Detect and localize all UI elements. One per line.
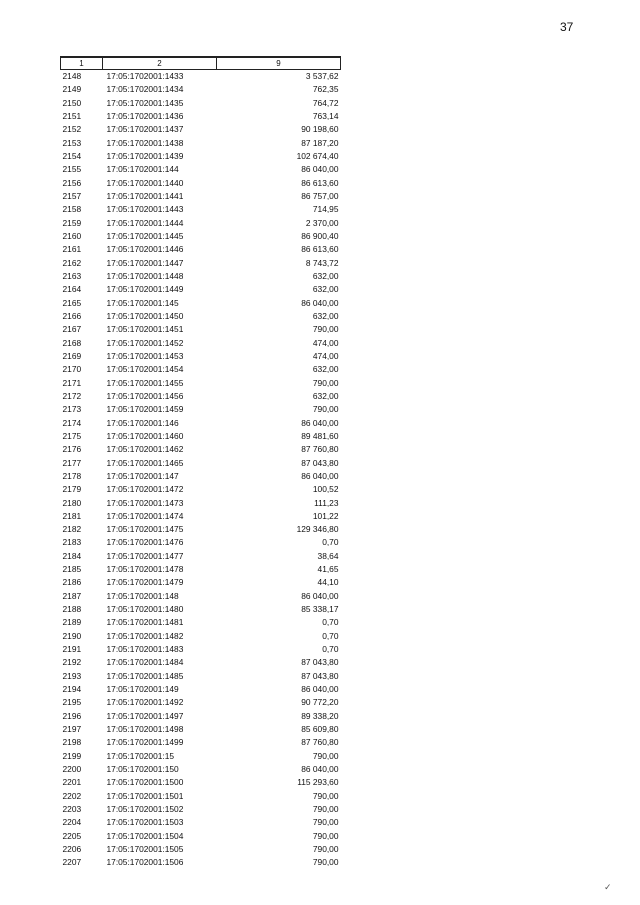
value-cell: 86 040,00 <box>301 417 339 428</box>
table-row <box>61 763 341 776</box>
row-index-cell: 2167 <box>62 324 82 335</box>
cadastral-number-cell: 17:05:1702001:15 <box>106 750 175 761</box>
table-row <box>61 616 341 629</box>
table-row <box>61 576 341 589</box>
row-index-cell: 2195 <box>62 697 82 708</box>
cadastral-number-cell: 17:05:1702001:1465 <box>106 457 184 468</box>
table-row <box>61 590 341 603</box>
row-index-cell: 2154 <box>62 150 82 161</box>
table-row <box>61 350 341 363</box>
value-cell: 89 338,20 <box>301 710 339 721</box>
value-cell: 632,00 <box>312 364 339 375</box>
row-index-cell: 2186 <box>62 577 82 588</box>
cadastral-table-container <box>60 56 340 870</box>
cadastral-number-cell: 17:05:1702001:1446 <box>106 244 184 255</box>
table-row <box>61 150 341 163</box>
row-index-cell: 2163 <box>62 270 82 281</box>
value-cell: 129 346,80 <box>296 524 339 535</box>
value-cell: 714,95 <box>312 204 339 215</box>
row-index-cell: 2169 <box>62 350 82 361</box>
value-cell: 86 040,00 <box>301 297 339 308</box>
row-index-cell: 2184 <box>62 550 82 561</box>
cadastral-number-cell: 17:05:1702001:1480 <box>106 604 184 615</box>
value-cell: 87 043,80 <box>301 457 339 468</box>
value-cell: 86 040,00 <box>301 470 339 481</box>
table-row <box>61 457 341 470</box>
cadastral-number-cell: 17:05:1702001:1456 <box>106 390 184 401</box>
cadastral-number-cell: 17:05:1702001:1472 <box>106 484 184 495</box>
cadastral-number-cell: 17:05:1702001:1479 <box>106 577 184 588</box>
row-index-cell: 2159 <box>62 217 82 228</box>
cadastral-number-cell: 17:05:1702001:1443 <box>106 204 184 215</box>
value-cell: 86 900,40 <box>301 230 339 241</box>
cadastral-number-cell: 17:05:1702001:1462 <box>106 444 184 455</box>
cadastral-number-cell: 17:05:1702001:1449 <box>106 284 184 295</box>
value-cell: 90 772,20 <box>301 697 339 708</box>
value-cell: 87 043,80 <box>301 657 339 668</box>
cadastral-number-cell: 17:05:1702001:1499 <box>106 737 184 748</box>
table-row <box>61 270 341 283</box>
value-cell: 764,72 <box>312 97 339 108</box>
value-cell: 632,00 <box>312 390 339 401</box>
row-index-cell: 2198 <box>62 737 82 748</box>
value-cell: 474,00 <box>312 337 339 348</box>
cadastral-number-cell: 17:05:1702001:1438 <box>106 137 184 148</box>
row-index-cell: 2196 <box>62 710 82 721</box>
row-index-cell: 2188 <box>62 604 82 615</box>
value-cell: 101,22 <box>312 510 339 521</box>
row-index-cell: 2178 <box>62 470 82 481</box>
value-cell: 790,00 <box>312 817 339 828</box>
table-row <box>61 643 341 656</box>
row-index-cell: 2189 <box>62 617 82 628</box>
row-index-cell: 2175 <box>62 430 82 441</box>
row-index-cell: 2191 <box>62 644 82 655</box>
value-cell: 102 674,40 <box>296 150 339 161</box>
row-index-cell: 2160 <box>62 230 82 241</box>
value-cell: 100,52 <box>312 484 339 495</box>
cadastral-number-cell: 17:05:1702001:1498 <box>106 724 184 735</box>
table-row <box>61 110 341 123</box>
row-index-cell: 2152 <box>62 124 82 135</box>
value-cell: 790,00 <box>312 844 339 855</box>
cadastral-number-cell: 17:05:1702001:1444 <box>106 217 184 228</box>
column-header-index: 1 <box>61 57 103 70</box>
table-row <box>61 323 341 336</box>
table-row <box>61 377 341 390</box>
table-row <box>61 696 341 709</box>
row-index-cell: 2200 <box>62 764 82 775</box>
row-index-cell: 2201 <box>62 777 82 788</box>
value-cell: 3 537,62 <box>305 71 339 81</box>
row-index-cell: 2173 <box>62 404 82 415</box>
row-index-cell: 2207 <box>62 857 82 868</box>
table-row <box>61 603 341 616</box>
table-row <box>61 243 341 256</box>
cadastral-number-cell: 17:05:1702001:145 <box>106 297 179 308</box>
table-row <box>61 830 341 843</box>
row-index-cell: 2202 <box>62 790 82 801</box>
table-row <box>61 177 341 190</box>
value-cell: 111,23 <box>314 497 339 508</box>
row-index-cell: 2203 <box>62 804 82 815</box>
cadastral-number-cell: 17:05:1702001:1437 <box>106 124 184 135</box>
handwritten-mark: ✓ <box>604 882 612 892</box>
value-cell: 41,65 <box>317 564 339 575</box>
row-index-cell: 2155 <box>62 164 82 175</box>
row-index-cell: 2149 <box>62 84 82 95</box>
column-header-cadastral-number: 2 <box>103 57 217 70</box>
value-cell: 86 040,00 <box>301 590 339 601</box>
cadastral-number-cell: 17:05:1702001:149 <box>106 684 179 695</box>
cadastral-table <box>60 56 341 870</box>
cadastral-number-cell: 17:05:1702001:1501 <box>106 790 184 801</box>
table-row <box>61 776 341 789</box>
table-row <box>61 190 341 203</box>
row-index-cell: 2199 <box>62 750 82 761</box>
cadastral-number-cell: 17:05:1702001:1492 <box>106 697 184 708</box>
table-row <box>61 750 341 763</box>
table-row <box>61 283 341 296</box>
table-row <box>61 443 341 456</box>
table-row <box>61 510 341 523</box>
row-index-cell: 2153 <box>62 137 82 148</box>
row-index-cell: 2176 <box>62 444 82 455</box>
table-row <box>61 137 341 150</box>
table-row <box>61 230 341 243</box>
table-row <box>61 523 341 536</box>
table-row <box>61 536 341 549</box>
cadastral-number-cell: 17:05:1702001:1439 <box>106 150 184 161</box>
table-row <box>61 550 341 563</box>
cadastral-number-cell: 17:05:1702001:1473 <box>106 497 184 508</box>
value-cell: 85 609,80 <box>301 724 339 735</box>
row-index-cell: 2164 <box>62 284 82 295</box>
value-cell: 115 293,60 <box>297 777 339 788</box>
table-row <box>61 803 341 816</box>
cadastral-number-cell: 17:05:1702001:147 <box>106 470 179 481</box>
row-index-cell: 2158 <box>62 204 82 215</box>
row-index-cell: 2179 <box>62 484 82 495</box>
cadastral-number-cell: 17:05:1702001:150 <box>106 764 179 775</box>
value-cell: 86 040,00 <box>301 764 339 775</box>
value-cell: 87 187,20 <box>301 137 339 148</box>
table-row <box>61 163 341 176</box>
row-index-cell: 2183 <box>62 537 82 548</box>
value-cell: 632,00 <box>312 270 339 281</box>
row-index-cell: 2174 <box>62 417 82 428</box>
cadastral-number-cell: 17:05:1702001:1451 <box>106 324 184 335</box>
value-cell: 474,00 <box>312 350 339 361</box>
row-index-cell: 2157 <box>62 190 82 201</box>
value-cell: 790,00 <box>312 790 339 801</box>
table-row <box>61 710 341 723</box>
row-index-cell: 2161 <box>62 244 82 255</box>
table-row <box>61 670 341 683</box>
cadastral-number-cell: 17:05:1702001:1505 <box>106 844 184 855</box>
cadastral-number-cell: 17:05:1702001:1504 <box>106 830 184 841</box>
row-index-cell: 2166 <box>62 310 82 321</box>
table-header <box>61 57 341 70</box>
cadastral-number-cell: 17:05:1702001:1459 <box>106 404 184 415</box>
value-cell: 790,00 <box>312 377 339 388</box>
cadastral-number-cell: 17:05:1702001:1481 <box>106 617 184 628</box>
cadastral-number-cell: 17:05:1702001:1506 <box>106 857 184 868</box>
cadastral-number-cell: 17:05:1702001:1482 <box>106 630 184 641</box>
cadastral-number-cell: 17:05:1702001:1478 <box>106 564 184 575</box>
table-row <box>61 337 341 350</box>
cadastral-number-cell: 17:05:1702001:1447 <box>106 257 184 268</box>
table-row <box>61 257 341 270</box>
value-cell: 632,00 <box>312 284 339 295</box>
cadastral-number-cell: 17:05:1702001:1450 <box>106 310 184 321</box>
value-cell: 0,70 <box>322 617 339 628</box>
column-header-value: 9 <box>217 57 341 70</box>
cadastral-number-cell: 17:05:1702001:1503 <box>106 817 184 828</box>
row-index-cell: 2187 <box>62 590 82 601</box>
table-row <box>61 217 341 230</box>
row-index-cell: 2190 <box>62 630 82 641</box>
cadastral-number-cell: 17:05:1702001:1476 <box>106 537 184 548</box>
cadastral-number-cell: 17:05:1702001:1500 <box>106 777 184 788</box>
cadastral-number-cell: 17:05:1702001:1502 <box>106 804 184 815</box>
value-cell: 0,70 <box>322 644 339 655</box>
value-cell: 89 481,60 <box>301 430 339 441</box>
row-index-cell: 2170 <box>62 364 82 375</box>
row-index-cell: 2192 <box>62 657 82 668</box>
row-index-cell: 2172 <box>62 390 82 401</box>
cadastral-number-cell: 17:05:1702001:1483 <box>106 644 184 655</box>
value-cell: 86 613,60 <box>301 177 339 188</box>
value-cell: 86 757,00 <box>301 190 339 201</box>
cadastral-number-cell: 17:05:1702001:1484 <box>106 657 184 668</box>
table-row <box>61 683 341 696</box>
table-row <box>61 390 341 403</box>
value-cell: 87 760,80 <box>301 737 339 748</box>
table-row <box>61 630 341 643</box>
value-cell: 762,35 <box>312 84 339 95</box>
cadastral-number-cell: 17:05:1702001:1453 <box>106 350 184 361</box>
cadastral-number-cell: 17:05:1702001:1474 <box>106 510 184 521</box>
row-index-cell: 2171 <box>62 377 82 388</box>
row-index-cell: 2156 <box>62 177 82 188</box>
table-row <box>61 816 341 829</box>
cadastral-number-cell: 17:05:1702001:1455 <box>106 377 184 388</box>
cadastral-number-cell: 17:05:1702001:1485 <box>106 670 184 681</box>
cadastral-number-cell: 17:05:1702001:146 <box>106 417 179 428</box>
page-number: 37 <box>560 20 574 34</box>
cadastral-number-cell: 17:05:1702001:1475 <box>106 524 184 535</box>
cadastral-number-cell: 17:05:1702001:1441 <box>106 190 184 201</box>
table-row <box>61 723 341 736</box>
cadastral-number-cell: 17:05:1702001:1454 <box>106 364 184 375</box>
table-row <box>61 403 341 416</box>
table-row <box>61 856 341 869</box>
row-index-cell: 2193 <box>62 670 82 681</box>
value-cell: 790,00 <box>312 804 339 815</box>
table-row <box>61 483 341 496</box>
cadastral-number-cell: 17:05:1702001:1448 <box>106 270 184 281</box>
table-row <box>61 563 341 576</box>
value-cell: 790,00 <box>312 404 339 415</box>
table-row <box>61 297 341 310</box>
row-index-cell: 2204 <box>62 817 82 828</box>
row-index-cell: 2162 <box>62 257 82 268</box>
value-cell: 763,14 <box>312 110 339 121</box>
cadastral-number-cell: 17:05:1702001:1445 <box>106 230 184 241</box>
table-row <box>61 790 341 803</box>
cadastral-number-cell: 17:05:1702001:1434 <box>106 84 184 95</box>
row-index-cell: 2150 <box>62 97 82 108</box>
value-cell: 44,10 <box>317 577 339 588</box>
table-header-row <box>61 57 341 70</box>
table-row <box>61 123 341 136</box>
row-index-cell: 2181 <box>62 510 82 521</box>
table-row <box>61 70 341 84</box>
value-cell: 0,70 <box>322 630 339 641</box>
value-cell: 38,64 <box>317 550 339 561</box>
row-index-cell: 2205 <box>62 830 82 841</box>
table-row <box>61 470 341 483</box>
value-cell: 86 613,60 <box>301 244 339 255</box>
table-row <box>61 417 341 430</box>
row-index-cell: 2197 <box>62 724 82 735</box>
row-index-cell: 2185 <box>62 564 82 575</box>
cadastral-number-cell: 17:05:1702001:1452 <box>106 337 184 348</box>
row-index-cell: 2194 <box>62 684 82 695</box>
value-cell: 2 370,00 <box>305 217 339 228</box>
cadastral-number-cell: 17:05:1702001:1436 <box>106 110 184 121</box>
table-row <box>61 83 341 96</box>
cadastral-number-cell: 17:05:1702001:1433 <box>106 71 184 81</box>
value-cell: 85 338,17 <box>301 604 339 615</box>
table-row <box>61 310 341 323</box>
row-index-cell: 2182 <box>62 524 82 535</box>
value-cell: 90 198,60 <box>301 124 339 135</box>
table-row <box>61 430 341 443</box>
row-index-cell: 2165 <box>62 297 82 308</box>
value-cell: 790,00 <box>312 830 339 841</box>
cadastral-number-cell: 17:05:1702001:148 <box>106 590 179 601</box>
cadastral-number-cell: 17:05:1702001:1435 <box>106 97 184 108</box>
table-row <box>61 736 341 749</box>
table-row <box>61 203 341 216</box>
value-cell: 87 043,80 <box>301 670 339 681</box>
row-index-cell: 2177 <box>62 457 82 468</box>
table-row <box>61 497 341 510</box>
value-cell: 790,00 <box>312 750 339 761</box>
row-index-cell: 2151 <box>62 110 82 121</box>
table-row <box>61 656 341 669</box>
row-index-cell: 2206 <box>62 844 82 855</box>
value-cell: 790,00 <box>312 324 339 335</box>
value-cell: 86 040,00 <box>301 164 339 175</box>
table-row <box>61 363 341 376</box>
cadastral-number-cell: 17:05:1702001:1460 <box>106 430 184 441</box>
value-cell: 8 743,72 <box>305 257 339 268</box>
value-cell: 86 040,00 <box>301 684 339 695</box>
cadastral-number-cell: 17:05:1702001:1440 <box>106 177 184 188</box>
row-index-cell: 2148 <box>62 71 82 81</box>
cadastral-number-cell: 17:05:1702001:1477 <box>106 550 184 561</box>
row-index-cell: 2180 <box>62 497 82 508</box>
cadastral-number-cell: 17:05:1702001:1497 <box>106 710 184 721</box>
value-cell: 632,00 <box>312 310 339 321</box>
row-index-cell: 2168 <box>62 337 82 348</box>
table-body <box>61 70 341 870</box>
table-row <box>61 843 341 856</box>
table-row <box>61 97 341 110</box>
cadastral-number-cell: 17:05:1702001:144 <box>106 164 179 175</box>
value-cell: 87 760,80 <box>301 444 339 455</box>
value-cell: 790,00 <box>312 857 339 868</box>
value-cell: 0,70 <box>322 537 339 548</box>
